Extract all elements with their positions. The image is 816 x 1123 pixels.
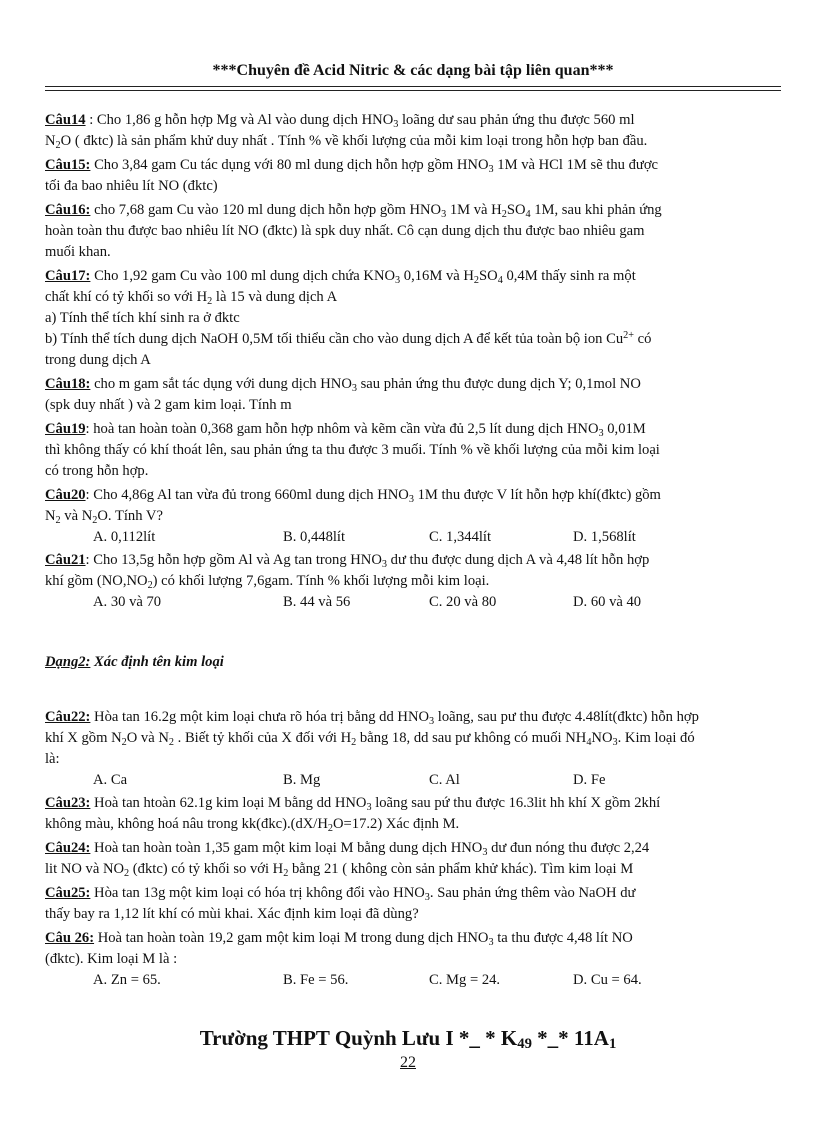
choice-b: B. 0,448lít: [283, 529, 346, 545]
answer-choices: [45, 527, 783, 547]
choice-d: D. 1,568lít: [573, 529, 636, 545]
choice-d: D. Fe: [573, 772, 606, 788]
choice-a: A. Ca: [93, 772, 128, 788]
answer-choices: [45, 770, 783, 790]
question-22: Câu22: Hòa tan 16.2g một kim loại chưa rõ hóa trị bằng dd $HNO_3$ loãng, sau pư thu được 4.48lít(đktc) hỗn hợp khí X gồm $N_2O$ và $N_2$ . Biết tỷ khối của X đối với $H_2$ bằng 18, dd sau pư không có muối $NH_4NO_3$. Kim loại đó là: A. Ca B. Mg C. Al D. Fe: [45, 707, 783, 790]
question-content: [45, 110, 783, 993]
question-14: Câu14 : Cho 1,86 g hỗn hợp Mg và Al vào dung dịch $HNO_3$ loãng dư sau phản ứng thu được 560 ml $N_2O$ ( đktc) là sản phẩm khử duy nhất . Tính % về khối lượng của mỗi kim loại trong hỗn hợp ban đầu.: [45, 112, 648, 151]
section-heading: [45, 652, 783, 673]
question-label: Câu23:: [45, 795, 91, 811]
question-label: Câu17:: [45, 268, 91, 284]
choice-b: B. Mg: [283, 772, 321, 788]
question-26: Câu 26: Hoà tan hoàn toàn 19,2 gam một kim loại M trong dung dịch $HNO_3$ ta thu được 4,48 lít NO (đktc). Kim loại M là : A. Zn = 65. B. Fe = 56. C. Mg = 24. D. Cu = 64.: [45, 928, 783, 990]
question-21: Câu21: Cho 13,5g hỗn hợp gồm Al và Ag tan trong $HNO_3$ dư thu được dung dịch A và 4,48 lít hỗn hợp khí gồm $(NO,NO_2)$ có khối lượng 7,6gam. Tính % khối lượng mỗi kim loại. A. 30 và 70 B. 44 và 56 C. 20 và 80 D. 60 và 40: [45, 550, 783, 612]
question-24: Câu24: Hoà tan hoàn toàn 1,35 gam một kim loại M bằng dung dịch $HNO_3$ dư đun nóng thu được 2,24 lit NO và $NO_2$ (đktc) có tỷ khối so với $H_2$ bằng 21 ( không còn sản phẩm khử khác). Tìm kim loại M: [45, 840, 650, 879]
question-23: Câu23: Hoà tan htoàn 62.1g kim loại M bằng dd $HNO_3$ loãng sau pứ thu được 16.3lit hh khí X gồm 2khí không màu, không hoá nâu trong $kk(đkc).(dX/H_2O=17.2)$ Xác định M.: [45, 795, 661, 834]
question-label: Câu 26:: [45, 930, 95, 946]
answer-choices: [45, 970, 783, 990]
question-15: Câu15: Cho 3,84 gam Cu tác dụng với 80 ml dung dịch hỗn hợp gồm $HNO_3$ 1M và HCl 1M sẽ thu được tối đa bao nhiêu lít NO (đktc): [45, 157, 659, 194]
question-17: Câu17: Cho 1,92 gam Cu vào 100 ml dung dịch chứa $KNO_3$ 0,16M và $H_2SO_4$ 0,4M thấy sinh ra một chất khí có tỷ khối so với $H_2$ là 15 và dung dịch A a) Tính thể tích khí sinh ra ở đktc b) Tính thể tích dung dịch NaOH 0,5M tối thiểu cần cho vào dung dịch A để kết tủa toàn bộ ion $Cu^{2+}$ có trong dung dịch A: [45, 268, 652, 368]
question-label: Câu14: [45, 112, 86, 128]
question-25: Câu25: Hòa tan 13g một kim loại có hóa trị không đổi vào $HNO_3$. Sau phản ứng thêm vào NaOH dư thấy bay ra 1,12 lít khí có mùi khai. Xác định kim loại đã dùng?: [45, 885, 636, 922]
question-label: Câu22:: [45, 709, 91, 725]
question-16: Câu16: cho 7,68 gam Cu vào 120 ml dung dịch hỗn hợp gồm $HNO_3$ 1M và $H_2SO_4$ 1M, sau khi phản ứng hoàn toàn thu được bao nhiêu lít NO (đktc) là spk duy nhất. Cô cạn dung dịch thu được bao nhiêu gam muối khan.: [45, 202, 662, 260]
footer-school: Trường THPT Quỳnh Lưu I *_ * $K_{49}$ *_* $11A_1$: [199, 1026, 617, 1052]
section-label: Dạng2:: [45, 654, 91, 670]
header-rule-thin: [45, 90, 781, 91]
choice-b: B. 44 và 56: [283, 594, 351, 610]
page-number: 22: [400, 1054, 416, 1071]
page-header-title: ***Chuyên đề Acid Nitric & các dạng bài tập liên quan***: [212, 62, 614, 79]
question-20: Câu20: Cho 4,86g Al tan vừa đủ trong 660ml dung dịch $HNO_3$ 1M thu được V lít hỗn hợp khí(đktc) gồm $N_2$ và $N_2O$. Tính V? A. 0,112lít B. 0,448lít C. 1,344lít D. 1,568lít: [45, 485, 783, 547]
question-label: Câu16:: [45, 202, 91, 218]
choice-a: A. 0,112lít: [93, 529, 156, 545]
question-label: Câu21: [45, 552, 86, 568]
question-label: Câu25:: [45, 885, 91, 901]
choice-a: A. 30 và 70: [93, 594, 162, 610]
choice-c: C. 1,344lít: [429, 529, 492, 545]
question-19: Câu19: hoà tan hoàn toàn 0,368 gam hỗn hợp nhôm và kẽm cần vừa đủ 2,5 lít dung dịch $HNO_3$ 0,01M thì không thấy có khí thoát lên, sau phản ứng ta thu được 3 muối. Tính % về khối lượng của mỗi kim loại có trong hỗn hợp.: [45, 421, 660, 479]
choice-d: D. Cu = 64.: [573, 972, 642, 988]
answer-choices: [45, 592, 783, 612]
question-label: Câu20: [45, 487, 86, 503]
question-18: Câu18: cho m gam sắt tác dụng với dung dịch $HNO_3$ sau phản ứng thu được dung dịch Y; 0,1mol NO (spk duy nhất ) và 2 gam kim loại. Tính m: [45, 376, 641, 413]
question-label: Câu15:: [45, 157, 91, 173]
choice-a: A. Zn = 65.: [93, 972, 161, 988]
choice-c: C. Mg = 24.: [429, 972, 501, 988]
choice-c: C. 20 và 80: [429, 594, 497, 610]
section-title: Xác định tên kim loại: [90, 654, 224, 670]
question-label: Câu24:: [45, 840, 91, 856]
question-label: Câu19: [45, 421, 86, 437]
header-rule: [45, 86, 781, 87]
choice-c: C. Al: [429, 772, 460, 788]
choice-d: D. 60 và 40: [573, 594, 642, 610]
choice-b: B. Fe = 56.: [283, 972, 349, 988]
question-label: Câu18:: [45, 376, 91, 392]
